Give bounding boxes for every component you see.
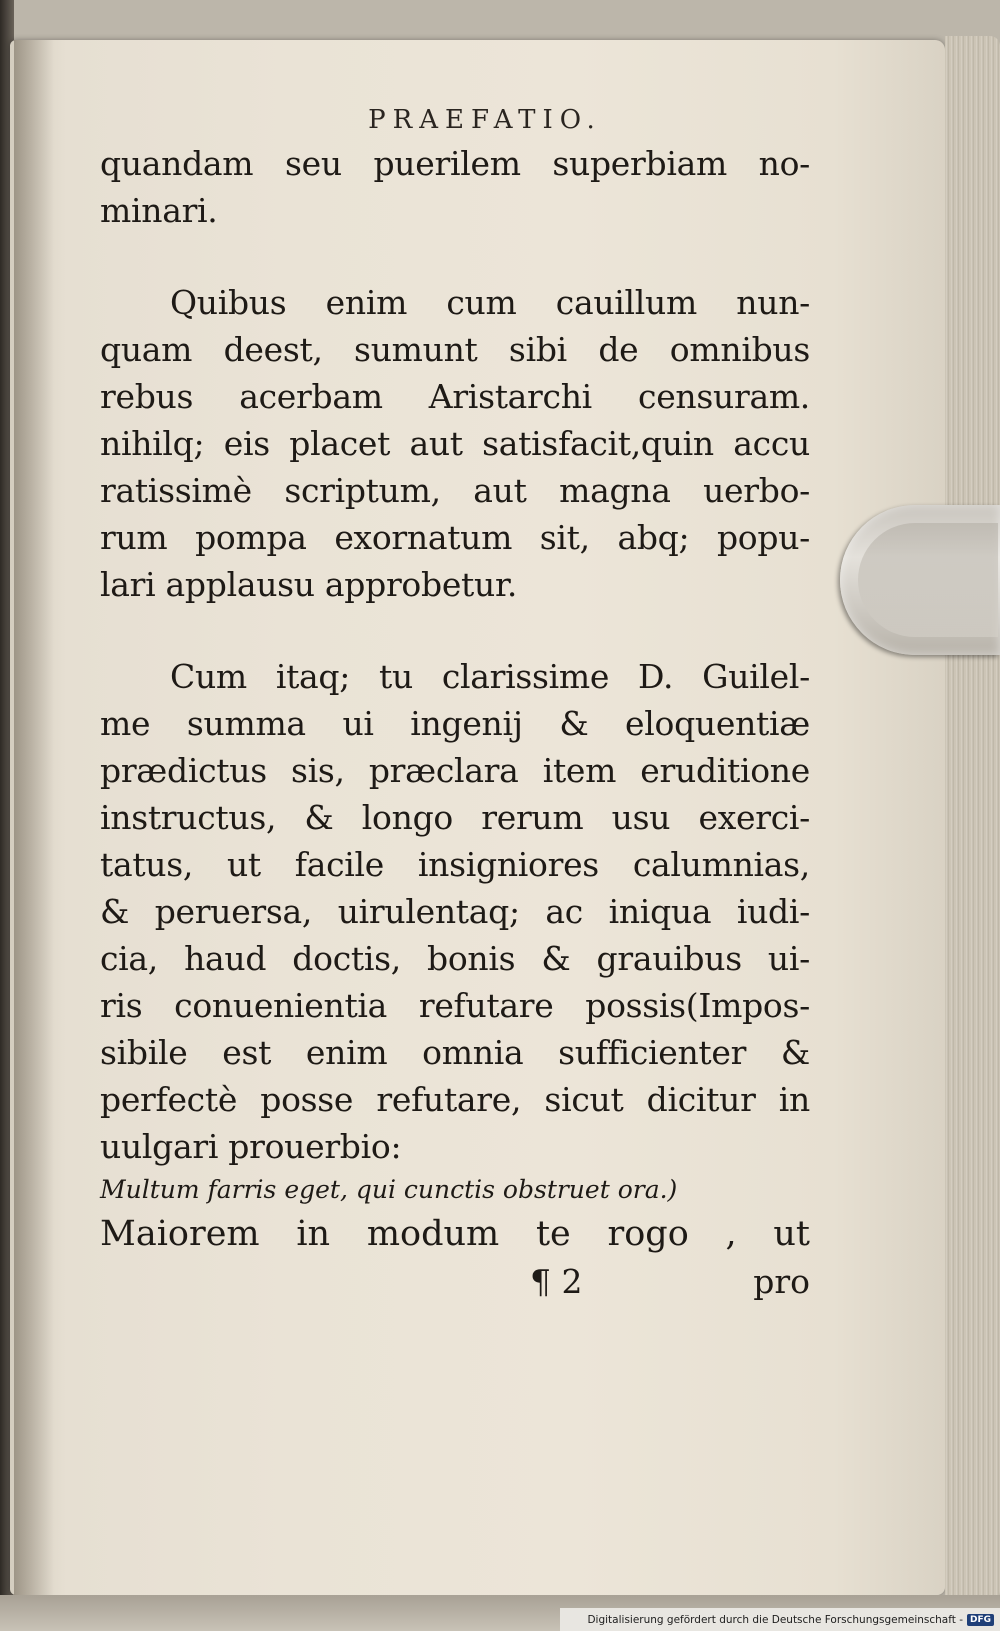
text-line: quandam seu puerilem superbiam no- — [100, 144, 810, 183]
catchword: pro — [753, 1262, 810, 1301]
paragraph-1 — [100, 140, 810, 234]
text-line: sibile est enim omnia sufficienter & — [100, 1033, 810, 1072]
page-clip — [840, 505, 1000, 655]
funding-note — [587, 1611, 994, 1629]
funding-text: Digitalisierung gefördert durch die Deutsche Forschungsgemeinschaft - — [587, 1614, 963, 1626]
text-line: rebus acerbam Aristarchi censuram. — [100, 377, 810, 416]
text-line: uulgari prouerbio: — [100, 1127, 402, 1166]
text-line: instructus, & longo rerum usu exerci- — [100, 798, 810, 837]
text-line: rum pompa exornatum sit, abq; popu- — [100, 518, 810, 557]
page-footer — [100, 1258, 810, 1306]
text-line: & peruersa, uirulentaq; ac iniqua iudi- — [100, 892, 810, 931]
signature-mark: ¶ 2 — [530, 1262, 583, 1301]
paragraph-3 — [100, 653, 810, 1170]
text-line: cia, haud doctis, bonis & grauibus ui- — [100, 939, 810, 978]
text-line: ratissimè scriptum, aut magna uerbo- — [100, 471, 810, 510]
text-line: Quibus enim cum cauillum nun- — [170, 283, 810, 322]
dfg-logo: DFG — [967, 1614, 994, 1626]
text-line: nihilq; eis placet aut satisfacit,quin accu — [100, 424, 810, 463]
text-line: ris conuenientia refutare possis(Impos- — [100, 986, 810, 1025]
page-edges — [945, 36, 1000, 1601]
page-text — [100, 100, 810, 1306]
text-line: perfectè posse refutare, sicut dicitur in — [100, 1080, 810, 1119]
text-line: prædictus sis, præclara item eruditione — [100, 751, 810, 790]
running-head: PRAEFATIO. — [368, 105, 602, 135]
text-line: minari. — [100, 191, 218, 230]
text-line: quam deest, sumunt sibi de omnibus — [100, 330, 810, 369]
gutter-shadow — [14, 40, 54, 1595]
text-line: Maiorem in modum te rogo , ut — [100, 1214, 810, 1254]
text-line: Cum itaq; tu clarissime D. Guilel- — [170, 657, 810, 696]
paragraph-2 — [100, 279, 810, 608]
text-line: tatus, ut facile insigniores calumnias, — [100, 845, 810, 884]
text-line: lari applausu approbetur. — [100, 565, 518, 604]
proverb-quote: Multum farris eget, qui cunctis obstruet ora.) — [100, 1175, 678, 1204]
text-line: me summa ui ingenij & eloquentiæ — [100, 704, 810, 743]
